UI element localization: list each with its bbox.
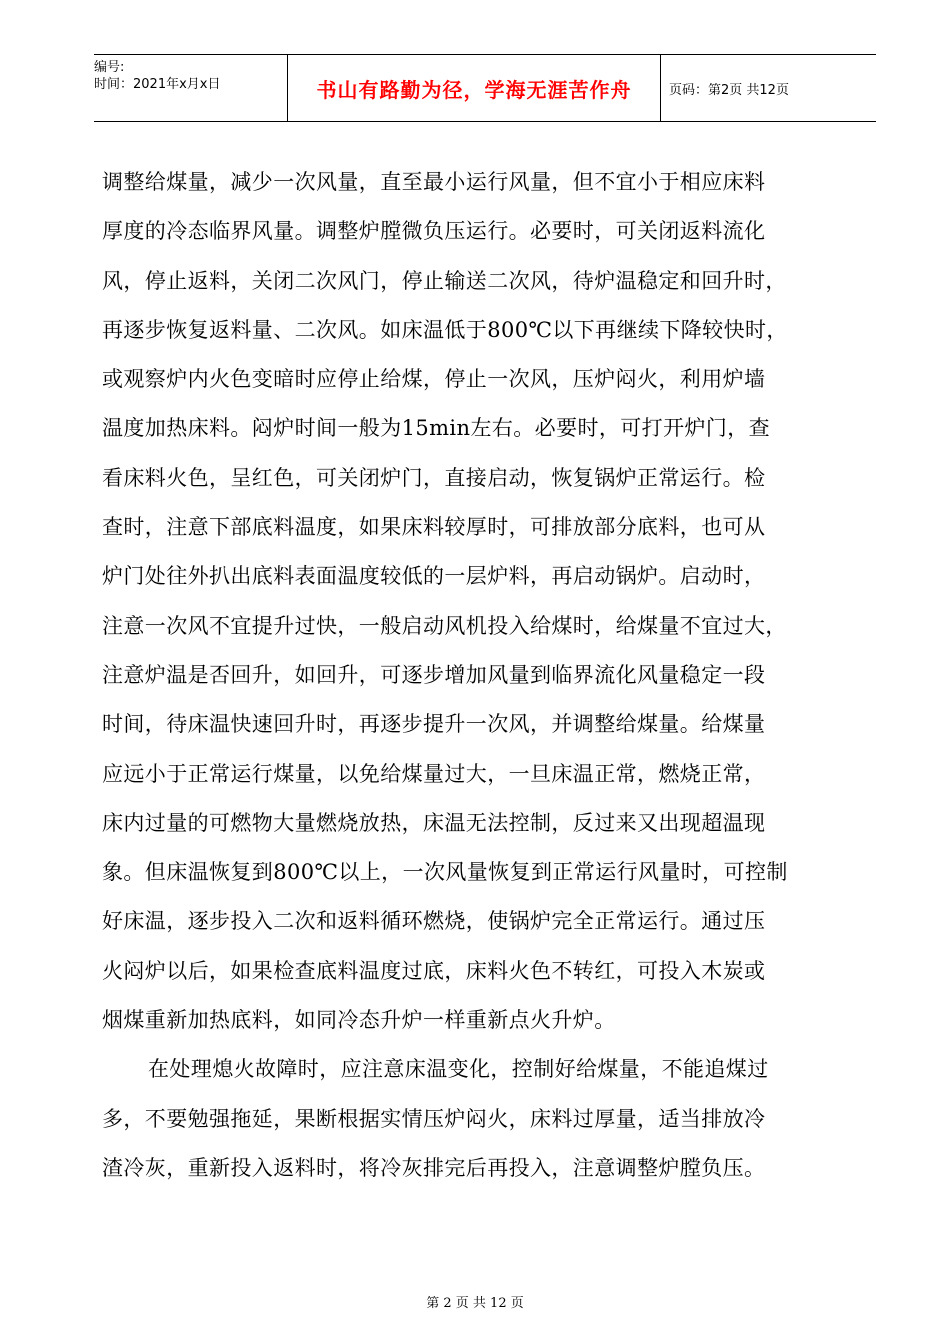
text-line: 好床温，逐步投入二次和返料循环燃烧，使锅炉完全正常运行。通过压 <box>102 909 766 934</box>
text-line: 多，不要勉强拖延，果断根据实情压炉闷火，床料过厚量，适当排放冷 <box>102 1106 766 1131</box>
paragraph-1 <box>102 158 862 1045</box>
text-line: 在处理熄火故障时，应注意床温变化，控制好给煤量，不能追煤过 <box>148 1057 769 1082</box>
text-line: 时间，待床温快速回升时，再逐步提升一次风，并调整给煤量。给煤量 <box>102 712 766 737</box>
paragraph-2 <box>102 1045 862 1193</box>
text-line: 渣冷灰，重新投入返料时，将冷灰排完后再投入，注意调整炉膛负压。 <box>102 1155 766 1180</box>
text-line: 炉门处往外扒出底料表面温度较低的一层炉料，再启动锅炉。启动时， <box>102 564 766 589</box>
text-line: 象。但床温恢复到800℃以上，一次风量恢复到正常运行风量时，可控制 <box>102 860 788 885</box>
header-page-info: 页码：第2页 共12页 <box>669 82 789 98</box>
document-time-label: 时间：2021年x月x日 <box>94 77 221 92</box>
text-line: 调整给煤量，减少一次风量，直至最小运行风量，但不宜小于相应床料 <box>102 170 766 194</box>
text-line: 烟煤重新加热底料，如同冷态升炉一样重新点火升炉。 <box>102 1008 616 1033</box>
text-line: 注意一次风不宜提升过快，一般启动风机投入给煤时，给煤量不宜过大， <box>102 613 787 638</box>
text-line: 注意炉温是否回升，如回升，可逐步增加风量到临界流化风量稳定一段 <box>102 662 766 687</box>
page-footer: 第 2 页 共 12 页 <box>426 1296 524 1311</box>
text-line: 床内过量的可燃物大量燃烧放热，床温无法控制，反过来又出现超温现 <box>102 810 766 835</box>
header-meta <box>94 55 287 121</box>
text-line: 看床料火色，呈红色，可关闭炉门，直接启动，恢复锅炉正常运行。检 <box>102 465 766 490</box>
text-line: 风，停止返料，关闭二次风门，停止输送二次风，待炉温稳定和回升时， <box>102 268 787 293</box>
text-line: 温度加热床料。闷炉时间一般为15min左右。必要时，可打开炉门，查 <box>102 416 771 441</box>
document-body <box>102 158 862 1193</box>
text-line: 应远小于正常运行煤量，以免给煤量过大，一旦床温正常，燃烧正常， <box>102 761 766 786</box>
document-number-label: 编号: <box>94 60 125 75</box>
page-header <box>94 54 876 122</box>
text-line: 查时，注意下部底料温度，如果床料较厚时，可排放部分底料，也可从 <box>102 515 766 540</box>
text-line: 或观察炉内火色变暗时应停止给煤，停止一次风，压炉闷火，利用炉墙 <box>102 367 766 392</box>
header-motto: 书山有路勤为径，学海无涯苦作舟 <box>287 55 661 121</box>
text-line: 厚度的冷态临界风量。调整炉膛微负压运行。必要时，可关闭返料流化 <box>102 219 766 244</box>
text-line: 再逐步恢复返料量、二次风。如床温低于800℃以下再继续下降较快时， <box>102 317 788 342</box>
text-line: 火闷炉以后，如果检查底料温度过底，床料火色不转红，可投入木炭或 <box>102 958 766 983</box>
